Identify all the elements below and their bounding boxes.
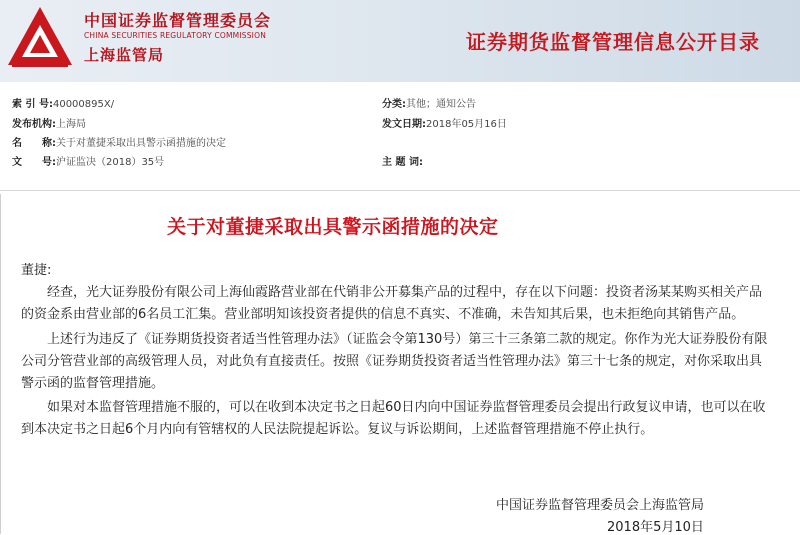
body-line: 到本决定书之日起6个月内向有管辖权的人民法院提起诉讼。复议与诉讼期间，上述监督管理措施不停止执行。 <box>21 422 654 437</box>
meta-doc-no <box>12 154 164 172</box>
body-line: 上述行为违反了《证券期货投资者适当性管理办法》（证监会令第130号）第三十三条第二款的规定。你作为光大证券股份有限 <box>21 332 768 347</box>
document-title: 关于对董捷采取出具警示函措施的决定 <box>167 216 499 238</box>
meta-label: 发布机构: <box>12 119 56 130</box>
meta-index-no <box>12 96 114 114</box>
body-line: 警示函的监督管理措施。 <box>21 376 165 391</box>
document-meta <box>0 90 800 184</box>
meta-value: 上海局 <box>56 119 86 130</box>
meta-label: 索 引 号: <box>12 99 53 110</box>
org-sub-name: 上海监管局 <box>84 46 165 64</box>
signature: 中国证券监督管理委员会上海监管局 <box>496 498 705 513</box>
csrc-logo-icon <box>4 3 76 75</box>
meta-label: 主 题 词: <box>382 157 423 168</box>
body-line: 的资金系由营业部的6名员工汇集。营业部明知该投资者提供的信息不真实、不准确，未告知其后果，也未拒绝向其销售产品。 <box>21 307 745 322</box>
header-title: 证券期货监督管理信息公开目录 <box>466 30 760 54</box>
meta-name <box>12 135 226 153</box>
meta-value: 2018年05月16日 <box>426 119 507 130</box>
document-body <box>0 194 800 534</box>
divider <box>0 190 800 191</box>
salutation: 董捷: <box>21 263 52 278</box>
meta-issuer <box>12 116 86 134</box>
meta-value: 其他；通知公告 <box>406 99 476 110</box>
meta-value: 40000895X/ <box>52 99 115 110</box>
meta-label: 名 称: <box>12 138 56 149</box>
meta-category <box>382 96 476 114</box>
meta-value: 关于对董捷采取出具警示函措施的决定 <box>56 138 226 149</box>
meta-issue-date <box>382 116 507 134</box>
org-name-cn: 中国证券监督管理委员会 <box>84 11 272 30</box>
body-line: 如果对本监督管理措施不服的，可以在收到本决定书之日起60日内向中国证券监督管理委员会提出行政复议申请，也可以在收 <box>21 400 766 415</box>
site-header <box>0 0 800 82</box>
meta-keywords <box>382 154 423 172</box>
org-name-en: CHINA SECURITIES REGULATORY COMMISSION <box>84 31 267 40</box>
signature-date: 2018年5月10日 <box>607 520 704 535</box>
meta-label: 发文日期: <box>382 119 426 130</box>
meta-value: 沪证监决（2018）35号 <box>56 157 165 168</box>
body-line: 公司分管营业部的高级管理人员，对此负有直接责任。按照《证券期货投资者适当性管理办法》第三十七条的规定，对你采取出具 <box>21 354 763 369</box>
meta-label: 分类: <box>382 99 406 110</box>
body-line: 经查，光大证券股份有限公司上海仙霞路营业部在代销非公开募集产品的过程中，存在以下问题：投资者汤某某购买相关产品 <box>21 285 763 300</box>
meta-label: 文 号: <box>12 157 56 168</box>
